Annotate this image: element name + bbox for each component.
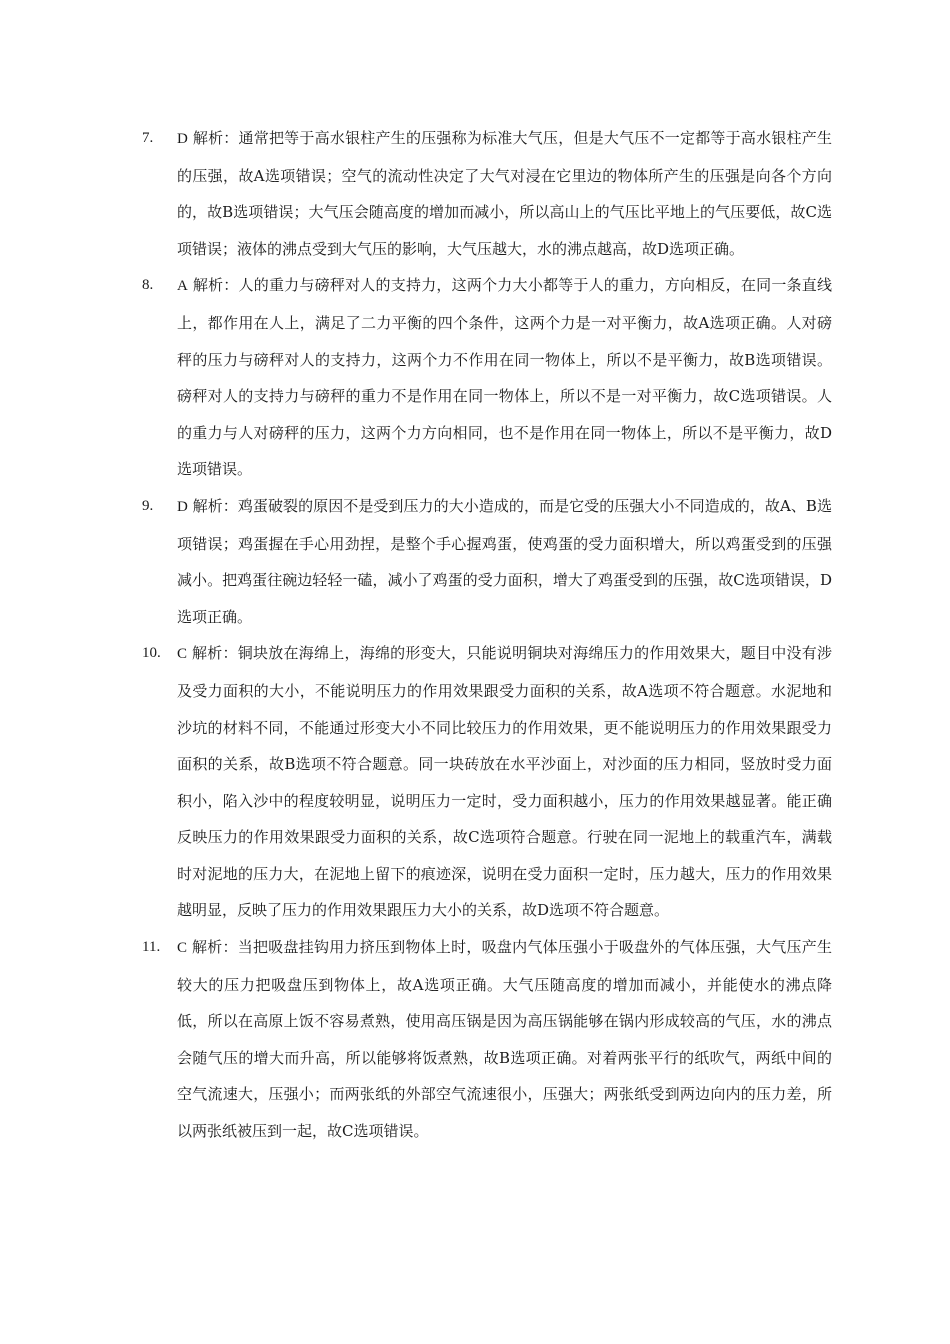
answer-item-11: [142, 929, 832, 1150]
item-number: 8.: [142, 277, 154, 294]
answer-letter: D: [177, 131, 188, 147]
item-number: 7.: [142, 130, 154, 146]
answer-letter: C: [177, 646, 188, 663]
answer-letter: C: [177, 940, 188, 957]
explanation-text: 解析：当把吸盘挂钩用力挤压到物体上时，吸盘内气体压强小于吸盘外的气体压强，大气压产生较大的压力把吸盘压到物体上，故A选项正确。大气压随高度的增加而减小，并能使水的沸点降低，所以在高原上饭不容易煮熟，使用高压锅是因为高压锅能够在锅内形成较高的气压，水的沸点会随气压的增大而升高，所以能够将饭煮熟，故B选项正确。对着两张平行的纸吹气，两纸中间的空气流速大，压强小；而两张纸的外部空气流速很小，压强大；两张纸受到两边向内的压力差，所以两张纸被压到一起，故C选项错误。: [177, 938, 832, 1141]
explanation-text: 解析：通常把等于高水银柱产生的压强称为标准大气压，但是大气压不一定都等于高水银柱产生的压强，故A选项错误；空气的流动性决定了大气对浸在它里边的物体所产生的压强是向各个方向的，故B选项错误；大气压会随高度的增加而减小，所以高山上的气压比平地上的气压要低，故C选项错误；液体的沸点受到大气压的影响，大气压越大，水的沸点越高，故D选项正确。: [177, 129, 832, 258]
explanation-text: 解析：鸡蛋破裂的原因不是受到压力的大小造成的，而是它受的压强大小不同造成的，故A、B选项错误；鸡蛋握在手心用劲捏，是整个手心握鸡蛋，使鸡蛋的受力面积增大，所以鸡蛋受到的压强减小。把鸡蛋往碗边轻轻一磕，减小了鸡蛋的受力面积，增大了鸡蛋受到的压强，故C选项错误，D选项正确。: [177, 496, 832, 626]
explanation-text: 解析：铜块放在海绵上，海绵的形变大，只能说明铜块对海绵压力的作用效果大，题目中没有涉及受力面积的大小，不能说明压力的作用效果跟受力面积的关系，故A选项不符合题意。水泥地和沙坑的材料不同，不能通过形变大小不同比较压力的作用效果，更不能说明压力的作用效果跟受力面积的关系，故B选项不符合题意。同一块砖放在水平沙面上，对沙面的压力相同，竖放时受力面积小，陷入沙中的程度较明显，说明压力一定时，受力面积越小，压力的作用效果越显著。能正确反映压力的作用效果跟受力面积的关系，故C选项符合题意。行驶在同一泥地上的载重汽车，满载时对泥地的压力大，在泥地上留下的痕迹深，说明在受力面积一定时，压力越大，压力的作用效果越明显，反映了压力的作用效果跟压力大小的关系，故D选项不符合题意。: [177, 644, 832, 920]
answer-item-10: [142, 635, 832, 929]
item-number: 10.: [142, 645, 161, 662]
answer-letter: D: [177, 498, 188, 515]
answer-item-8: [142, 267, 832, 488]
answer-letter: A: [177, 278, 188, 295]
item-number: 11.: [142, 939, 161, 956]
answer-item-9: [142, 488, 832, 635]
item-number: 9.: [142, 497, 154, 514]
answer-item-7: [142, 120, 832, 267]
answer-list: [142, 120, 832, 1150]
explanation-text: 解析：人的重力与磅秤对人的支持力，这两个力大小都等于人的重力，方向相反，在同一条直线上，都作用在人上，满足了二力平衡的四个条件，这两个力是一对平衡力，故A选项正确。人对磅秤的压力与磅秤对人的支持力，这两个力不作用在同一物体上，所以不是平衡力，故B选项错误。磅秤对人的支持力与磅秤的重力不是作用在同一物体上，所以不是一对平衡力，故C选项错误。人的重力与人对磅秤的压力，这两个力方向相同，也不是作用在同一物体上，所以不是平衡力，故D选项错误。: [177, 276, 832, 479]
